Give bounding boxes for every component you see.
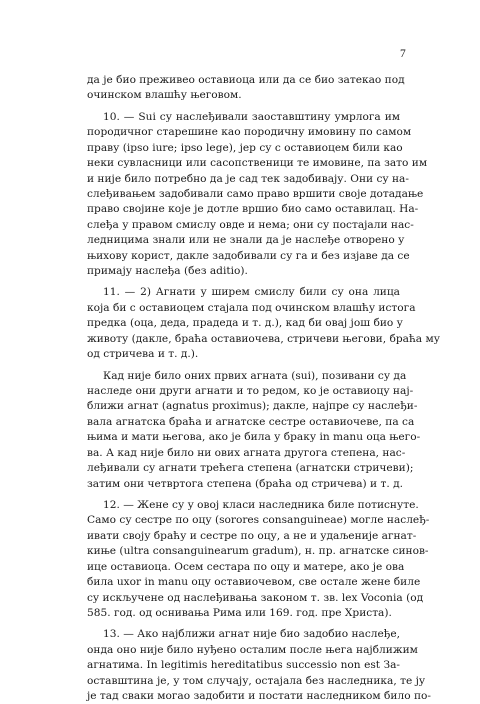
- paragraph: [87, 498, 430, 621]
- paragraph: [87, 369, 421, 492]
- text-line: оставштина је, у том случају, остајала без наследника, те ју: [87, 674, 426, 687]
- text-line: 11. — 2) Агнати у ширем смислу били су она лица: [103, 286, 400, 299]
- text-line: породичног старешине као породичну имовину по самом: [87, 126, 412, 139]
- body-text: [87, 73, 440, 704]
- text-line: која би с оставиоцем стајала под очинском влашћу истога: [87, 301, 416, 314]
- text-line: од стричева и т. д.).: [87, 348, 199, 361]
- text-line: ивати своју браћу и сестре по оцу, а не и удаљеније агнат-: [87, 529, 417, 542]
- text-line: 585. год. од оснивања Рима или 169. год. пре Христа).: [87, 606, 392, 619]
- paragraph: [87, 627, 431, 704]
- text-line: очинском влашћу његовом.: [87, 89, 242, 102]
- paragraph: [87, 110, 428, 280]
- text-line: да је био преживео оставиоца или да се био затекао под: [87, 74, 405, 86]
- text-line: слеђивањем задобивали само право вршити своје дотадање: [87, 187, 424, 200]
- text-line: ближи агнат (agnatus proximus); дакле, најпре су наслеђи-: [87, 400, 418, 413]
- text-line: и није било потребно да је сад тек задобивају. Они су на-: [87, 172, 409, 185]
- text-line: онда оно није било нуђено осталим после њега најближим: [87, 643, 418, 656]
- paragraph: [87, 73, 405, 104]
- text-line: су искључене од наслеђивања законом т. зв. lex Voconia (од: [87, 591, 424, 604]
- text-line: је тад сваки могао задобити и постати наследником било по-: [87, 690, 431, 703]
- paragraph: [87, 285, 440, 362]
- text-line: Само су сестре по оцу (sorores consanguineae) могле наслеђ-: [87, 514, 430, 527]
- page-number: 7: [400, 48, 406, 60]
- text-line: ва. А кад није било ни ових агната другога степена, нас-: [87, 446, 406, 459]
- text-line: Кад није било оних првих агната (sui), позивани су да: [103, 369, 407, 382]
- text-line: затим они четвртога степена (браћа од стричева) и т. д.: [87, 477, 403, 490]
- text-line: неки сувласници или сасопственици те имовине, па зато им: [87, 157, 428, 170]
- text-line: праву (ipso iure; ipso lege), јер су с оставиоцем били као: [87, 141, 403, 154]
- text-line: ице оставиоца. Осем сестара по оцу и матере, ако је ова: [87, 560, 405, 573]
- text-line: 12. — Жене су у овој класи наследника биле потиснуте.: [103, 498, 419, 511]
- text-line: 13. — Ако најближи агнат није био задобио наслеђе,: [103, 628, 400, 641]
- text-line: ледницима знали или не знали да је наслеђе отворено у: [87, 234, 405, 247]
- text-line: наследе они други агнати и то редом, ко је оставиоцу нај-: [87, 385, 414, 398]
- text-line: вала агнатска браћа и агнатске сестре оставиочеве, па са: [87, 415, 415, 428]
- text-line: агнатима. In legitimis hereditatibus successio non est За-: [87, 659, 400, 672]
- text-line: била uxor in manu оцу оставиочевом, све остале жене биле: [87, 576, 421, 589]
- text-line: киње (ultra consanguinearum gradum), н. пр. агнатске синов-: [87, 545, 429, 558]
- text-line: право својине које је дотле вршио био само оставилац. На-: [87, 203, 419, 216]
- text-line: леђивали су агнати трећега степена (агнатски стричеви);: [87, 462, 414, 475]
- text-line: њима и мати његова, ако је била у браку in manu оца њего-: [87, 431, 421, 444]
- text-line: 10. — Sui су наслеђивали заоставштину умрлога им: [103, 110, 400, 123]
- text-line: слеђа у правом смислу овде и нема; они су постајали нас-: [87, 218, 414, 231]
- text-line: предка (оца, деда, прадеда и т. д.), кад би овај још био у: [87, 317, 403, 330]
- text-line: њихову корист, дакле задобивали су га и без изјаве да се: [87, 249, 410, 262]
- text-line: примају наслеђа (без aditio).: [87, 265, 248, 278]
- text-line: животу (дакле, браћа оставиочева, стричеви његови, браћа му: [87, 332, 440, 345]
